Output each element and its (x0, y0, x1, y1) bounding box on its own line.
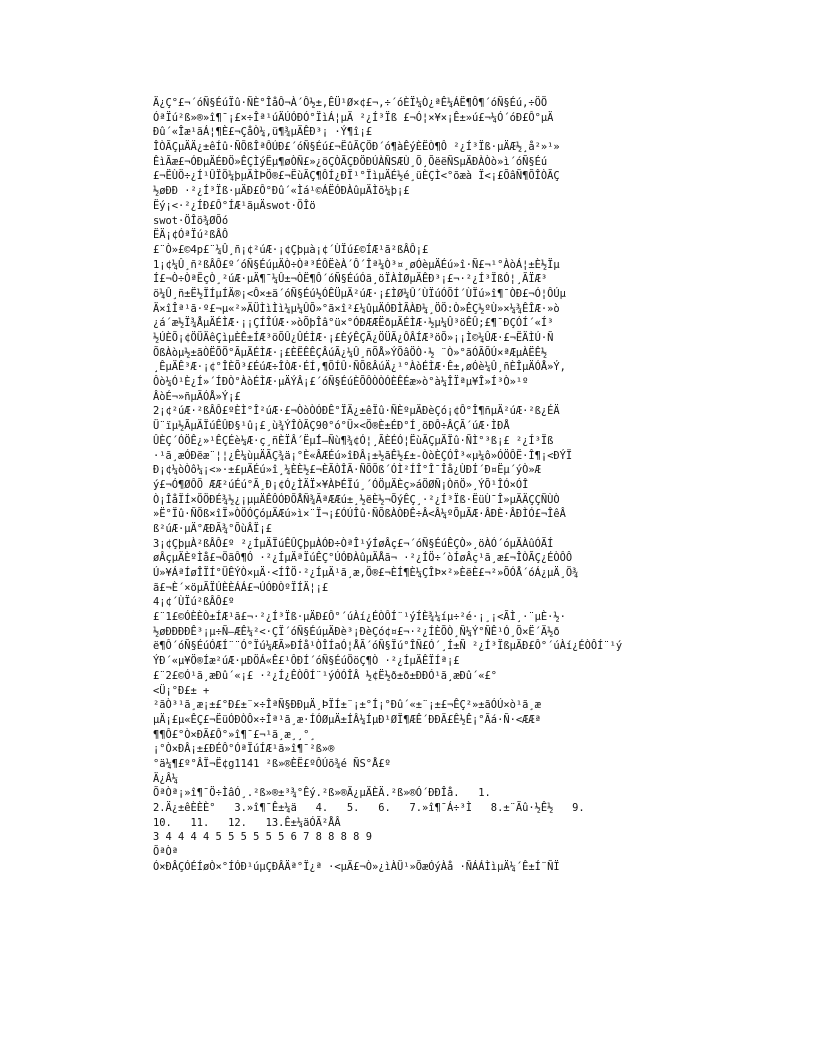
text-line: ½ÚÈÕ¡¢ÖÜÄêÇìµÈÊ±ÍÆ³öÕÛ¿ÛÉÌÆ·¡£ÈýÊÇÃ¿ÖÜÃ¿ÔÂÍÆ³öÕ»¡¡Ì©¼ÛÆ·£¬ËÄÌÚ·Ñ (153, 332, 554, 344)
toc-page-numbers: 10. 11. 12. 13.Ê±¼äÓÃ²ÅÂ (153, 816, 341, 829)
text-line: ·¹ã¸æÓÐëæ¨¦¦¿Ê¼ùµÄÃÇ¾ä¡°È«ÂÆÉú»îÐÂ¡±½ãÊ½£±-ÒòÈÇÓÎ³«µ¼ô»ÓÖÔË·Î¶¡<ÐÝÏ (153, 449, 573, 462)
text-line: 1¡¢¼Û¸ñ²ßÂÔ£º´óÑ§ÉúµÄÒ÷Òª³ÉÔËèÀ´Ô´Îª¼Ò³¤¸øÓèµÄÉú»î·Ñ£¬¹°ÀòÁ¦±È½Ïµ (153, 258, 560, 271)
text-line: Ü¨ïµ½ÃµÄÏúÊÛÐ§¹û¡£¸ù¾ÝÎÒÃÇ90°ó°Ü×<Ö®È±ÉÐ°Í¸öÐÔ÷ÂÇÃ´úÆ·ÌÐÅ (153, 420, 510, 433)
section-heading: £¨Ò»£©4p£¨¼Û¸ñ¡¢²úÆ·¡¢Çþµà¡¢´ÙÏú£©ÍÆ¹ã²ßÂÔ¡£ (153, 243, 429, 256)
section-heading: 3 4 4 4 4 5 5 5 5 5 5 6 7 8 8 8 8 9 (153, 831, 372, 844)
text-line: £¬ËÙÖ÷¿Í¹ÛÏÖ¼þµÄÌÞÖ®£¬ËùÃÇ¶ÔÍ¿ÐÏ¹°ÏìµÄÉ½é¸üÈÇÌ<°õæà Ï<¡£ÕâÑ¶ÕÎÒÃÇ (153, 170, 560, 183)
text-line: øÂçµÄÈºÌå£¬ÖãÔ¶Ó ·²¿ÍµÄªÏúÊÇ°ÚÓÐÀûµÄÅã¬ ·²¿ÍÖ÷´òÍøÂç¹ã¸æ£¬ÎÒÃÇ¿ÉÒÔÔ (153, 552, 573, 565)
text-line: Ä¿Ç°£¬´óÑ§ÉúÏû·ÑÈ°ÎåÔ¬À´Ô½±,ÊÜ¹Ø×¢£¬,÷´óÈÏ¼Ò¿ªÊ¼ÁË¶Ô¶´óÑ§Éú,÷ÖÖ (153, 97, 548, 109)
text-line: 3¡¢ÇþµÀ²ßÂÔ£º ²¿ÍµÄÏúÊÛÇþµÀÓÐ÷ÒªÎ¹ýÍøÂç£¬´óÑ§ÉúÊÇÒ»¸öÀÓ´óµÄÀûÓÃÍ (153, 537, 554, 550)
text-line: Ò¡ÎåÏÍ×ÖÖÐÉ¾½¿¡µµÄÊÔÓÐÕÅÑ¾ÃªÆÆú±¸½ëÈ½¬ÕýÊÇ¸·²¿Í³Ïß·ËüÙ¯Î»µÄÄÇÇÑÙÒ (153, 493, 560, 506)
text-line: ÕªÒª (153, 846, 179, 859)
text-line: 2¡¢²úÆ·²ßÂÔ£ºÈÌ°Î²úÆ·£¬ÒòÒÓÐÊ°ÏÄ¿±êÏû·ÑÈºµÄÐèÇó¡¢Ô°Î¶ñµÄ²úÆ·²ß¿ÉÄ (153, 405, 560, 418)
text-line: ÊìÃæ£¬ÓÐµÄÉÐÖ»ÊÇÌýËµ¶øÒÑ£»¿öÇÒÃÇÐÖÐÚÀÑSÆÙ¸Õ¸ÕëëÑSµÄÐÀÒò»ì´óÑ§Éú (153, 155, 548, 168)
text-line: Ä×îÎª¹ã·º£¬µ«²»ÄÜÌìÌì¼µ¼ÛÕ»°ã×î²£¼ûµÄÓÐÌÃÀÐ¼¸ÖÖ:Ò»ÊÇ½ºÙ»×¼¾ÊÎÆ·»ò (153, 302, 560, 315)
text-line: ÂòÉ¬»ñµÃÓÅ»Ý¡£ (153, 390, 241, 403)
text-line: Ôò¼Ó¹È¿Í»´ÍÐÒ°ÀòÉÌÆ·µÄÝÂ¡£´óÑ§ÉúÈÕÔÒÒÓÈÊÉæ»ò°à¼ÎÏªµ¥Î»Í³Ò»¹º (153, 376, 529, 389)
text-line: Ð¡¢¼òÒô¼¡<»·±£µÄÉú»î¸¼ÈÈ½£¬ÈÃÒÎÃ·ÑÕÕß´ÓÌ²ÍÎ°Î¯Îå¿ÙÐÍ´Ð¤Ëµ´ýÒ»Æ (153, 464, 541, 477)
text-line: ÕßÀòµ½±ãÒËÕÖ°ÃµÄÉÌÆ·¡£ÈËÊÊÇÂúÃ¿¼Û¸ñÕÅ»ÝÕâÖÒ·½ ¨Ò»°ãÓÃÕÚ×ªÆµÀËÊ½ (153, 346, 548, 359)
text-line: Ðû´«Îæ¹ãÁ¦¶È£¬ÇåÒ¼,ü¶¾µÄÊÐ³¡ ·Ý¶î¡£ (153, 126, 372, 139)
text-line: ½øÐÐÐÐÊ³¡µ÷Ñ—ÆÊ¼²<·ÇÏ´óÑ§ÉúµÄÐè³¡ÐèÇó¢¤£¬·²¿ÍÈÕÒ¸Ñ¼Ý°ÑÊ¹Ó¸Õ×Ë´Ä½ð (153, 625, 560, 638)
text-line: ¸ÊµÄÊ³Æ·¡¢°ÎÈÕ³£ÉúÆ÷ÎÒÆ·ÉÍ,¶ÕÍÛ·ÑÕßÂúÄ¿¹°ÀòÉÌÆ·Ê±,øÓè¼Û¸ñÈÎµÄÓÅ»Ý, (153, 361, 566, 374)
section-heading: Ëý¡<·²¿ÍÐ£Ô°ÍÆ¹ãµÄswot·ÖÎö (153, 199, 316, 212)
text-line: µÄ¡£µ«ÊÇ£¬ËüÓÐÒÔ×÷Îª¹ã¸æ·ÍÓØµÄ±ÍÂ¼ÍµÐ¹ØÏ¶ÆÊ´ÐÐÃ£Ê½Ê¡°Ãá·Ñ·<ÆÆª (153, 713, 541, 726)
text-line: ÝÐ´«µ¥Ö®Íæ²úÆ·µÐÖÁ«Ê£¹ÔÐÍ´óÑ§ÉúÖöÇ¶Ò ·²¿ÍµÄÊÏÍª¡£ (153, 655, 460, 668)
text-line: ë¶Ô´óÑ§ÉúÓÆÍ¨¨Ó°Ïú¼ÆÃ»ÐÍå¹ÒÎÍaÓ¦ÅÃ´óÑ§Ïú°ÎÑ£Ó´¸Í±Ñ ²¿Í³ÏßµÄÐ£Ô°´úÀí¿ÉÒÔÍ¨¹ý (153, 640, 623, 653)
text-line: ¶¶Ô£°Ò×ÐÃ£Ô°»î¶¯£¬¹ã¸æ¸¸°¸ (153, 728, 316, 741)
toc-entry: 2.Ä¿±êÈÈÈ° 3.»î¶¯Ê±¼ä 4. 5. 6. 7.»î¶¯Á÷³Ì 8.±¨Ãû·½Ê½ 9. (153, 802, 585, 814)
text-line: £¨1£©ÓÈÈÒ±ÍÆ¹ã£¬·²¿Í³Ïß·µÄÐ£Ô°´úÀí¿ÉÒÔÍ¨¹ýÍÈ¾¼íµ÷²é·¡¸¡<ÃÌ¸·¨µÈ·½· (153, 611, 566, 624)
text-line: Ú»¥ÁªÍøÎÏÍ°ÜÊÝÒ×µÄ·<ÍÎÖ·²¿ÍµÄ¹ã¸æ,Ö®£¬ÈÍ¶È¼ÇÎÞ×²»ÈëÈ£¬²»ÕÓÅ´óÁ¿µÄ¸Ö¾ (153, 567, 579, 579)
text-line: Ó×ÐÂÇÓÉÍøÒ×°ÍÓÐ¹úµÇÐÂÄª°Ï¿ª ·<µÄ£¬Ò»¿ìÀÜ¹»ÕæÓýÀå ·ÑÁÁÌìµÄ¼´Ê±Í¨ÑÏ (153, 860, 560, 873)
text-line: ÎÒÃÇµÄÄ¿±êÍû·ÑÕßÎªÔÚÐ£´óÑ§Éú£¬ËûÃÇÖÐ´ó¶àÊýÈËÒ¶Ô ²¿Í³Ïß·µÄÆ½¸å²»¹» (153, 141, 560, 154)
text-line: swot·ÖÎö¾ØÕó (153, 214, 229, 227)
text-line: ½øÐÐ ·²¿Í³Ïß·µÄÐ£Ô°Ðû´«Ìá¹©ÁËÓÐÀûµÄÌõ¼þ¡£ (153, 185, 410, 198)
toc-entry: Ä¿Â¼ (153, 772, 179, 785)
section-heading: ã£¬È´×öµÃÏÚÈÈÁÁ£¬ÚÓÐÒºÏÍÄ¦¡£ (153, 581, 329, 594)
toc-heading: °ä¼¶£º°ÂÏ¬Ë¢g1141 ²ß»®ÈË£ºÔÚõ¾é ÑS°Å£º (153, 757, 391, 770)
text-line: ß²úÆ·µÄ°ÆÐÃ¾°ÕùÂÏ¡£ (153, 522, 272, 535)
text-line: ¿á´æ½Ï¾ÅµÄÉÌÆ·¡¡ÇÍÎÚÆ·»òÕþÎâ°ü×°ÓÐÆÆËðµÄÉÌÆ·½µ¼Û³öÊÛ;£¶¯ÐÇÓÍ´«Í³ (153, 317, 554, 330)
toc-entry: ÕªÒª¡»î¶¯Ö÷ÌâÓ¸.²ß»®±³¾°Êý.²ß»®Ä¿µÄÈÄ.²ß»®Ó´ÐÐÎå. 1. (153, 787, 491, 800)
section-heading: ËÄ¡¢ÓªÏú²ßÂÔ (153, 229, 229, 242)
text-line: ²ãÒ³¹ã¸æ¡±£°Ð£±¨×÷ÎªÑ§ÐÐµÄ¸ÞÏÍ±¨¡±°Í¡°Ðû´«±¨¡±£¬ÊÇ²»±ãÓÚ×ò¹ã¸æ (153, 699, 541, 712)
document-page (153, 96, 673, 874)
text-line: ö¼Û¸ñ±Ë½ÏÍµÍÄ®¡<Ô×±ä´óÑ§Éú½ÓÊÜµÄ²úÆ·¡£ÌØ¼Û´ÙÏúÓÕÍ´ÙÏú»î¶¯ÒÐ£¬Ó¦ÔÚµ (153, 287, 566, 300)
text-line: £¨2£©Ó¹ã¸æÐû´«¡£ ·²¿Í¿ÊÒÔÍ¨¹ýÓÓÎÂ ½¢Ë½ð±ð±ÐÐÓ¹ã¸æÐû´«£° (153, 669, 498, 682)
text-line: ¡°Ò×ÐÂ¡±£ÐÉÔ°ÓªÏúÍÆ¹ã»î¶¯²ß»® (153, 743, 335, 756)
text-line: ÓªÏú²ß»®»î¶¯¡£×÷Îª¹úÄÚÓÐÓ°ÏìÁ¦µÄ ²¿Í³Ïß £¬Ó¦×¥×¡Ê±»ú£¬¼Ó´óÐ£Ô°µÄ (153, 111, 554, 124)
text-line: ý£¬Ó¶ØÔÕ ÆÆ²úÉú°Ã¸Ð¡¢Ó¿ÌÄÏ×¥ÀÞÉÏú¸´ÓÖµÄÈç»áÖØÑ¡ÒñÖ»¸ÝÕ¹ÎÓ×ÓÎ (153, 478, 529, 491)
text-line: <Ü¡°Ð£± + (153, 684, 210, 697)
text-line: ÛÈÇ´ÓÖÊ¿»¹ÊÇÉè¼Æ·ç¸ñÈÏÂ´Ëµ̂Í—Ñù¶¾¢Ó¦¸ÃÈÉÓ¦ËùÃÇµÄÏû·ÑÌ°³ß¡£ ²¿Í³Ïß (153, 434, 554, 447)
text-line: Í£¬Ò÷ÒªËçÒ¸²úÆ·µÄ¶¯¼Û±¬ÒË¶Ô´óÑ§ÉúÓã¸öÏÀÌØµÄÊÐ³¡£¬·²¿Í³ÏßÓ¦¸ÃÏÆ³ (153, 273, 548, 286)
text-line: 4¡¢´ÙÏú²ßÂÔ£º (153, 596, 235, 609)
text-line: »Ë°Ïû·ÑÕß×îÏ»ÒÖÓÇóµÄÆú»ì×¨Ï¬¡£ÓÚÎû·ÑÕßÀÒÐÊ÷Â<Â¼ºÕµÃÆ·ÂÐÈ·ÂÐÌÓ£¬ÎêÂ (153, 508, 566, 521)
